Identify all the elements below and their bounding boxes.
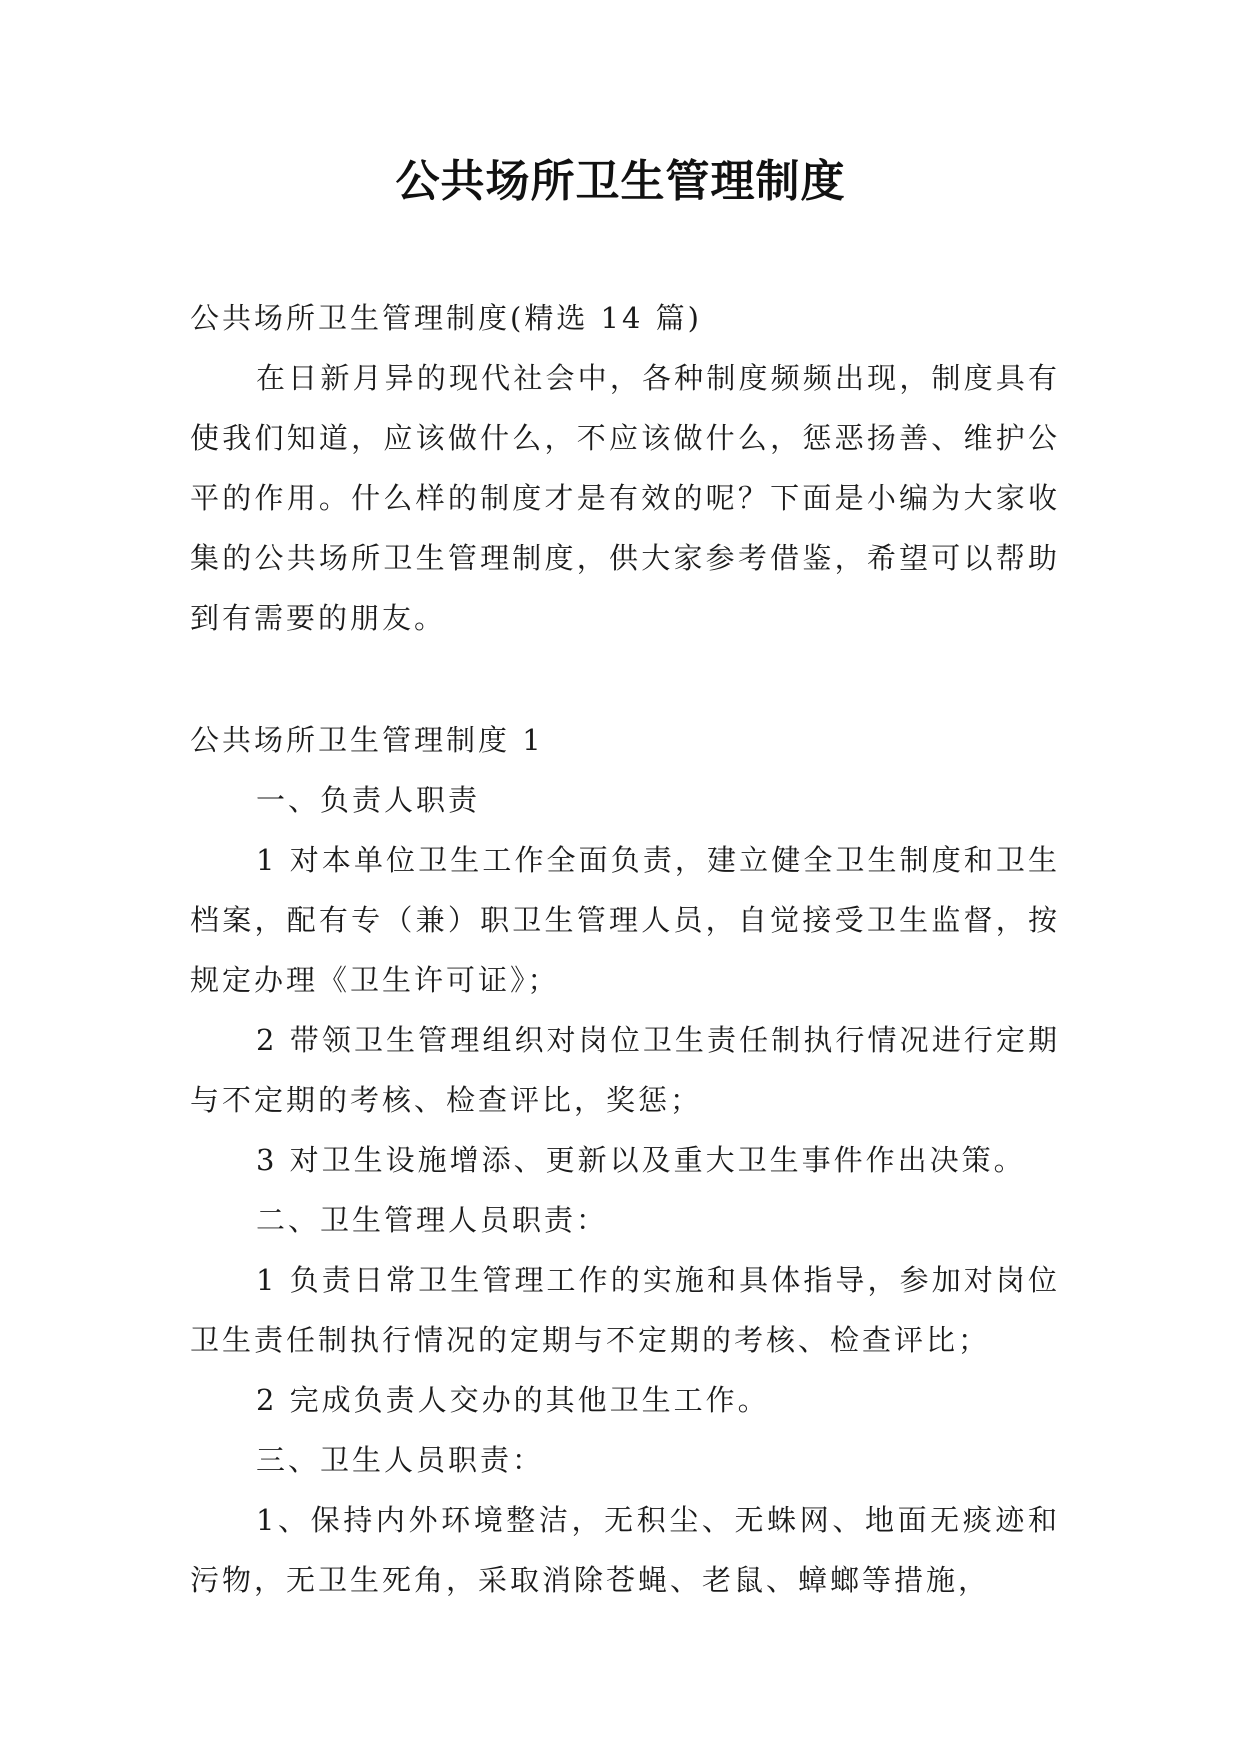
section-spacer (190, 648, 1060, 710)
document-subtitle: 公共场所卫生管理制度(精选 14 篇) (190, 301, 702, 335)
paragraph: 2 带领卫生管理组织对岗位卫生责任制执行情况进行定期与不定期的考核、检查评比，奖惩； (190, 1023, 1060, 1117)
heading-manager-duties: 二、卫生管理人员职责： (256, 1203, 609, 1237)
section-title: 公共场所卫生管理制度 1 (190, 723, 544, 757)
paragraph: 1 对本单位卫生工作全面负责，建立健全卫生制度和卫生档案，配有专（兼）职卫生管理人员，自觉接受卫生监督，按规定办理《卫生许可证》； (190, 843, 1060, 997)
paragraph: 2 完成负责人交办的其他卫生工作。 (256, 1383, 770, 1417)
heading-staff-duties: 三、卫生人员职责： (256, 1443, 545, 1477)
paragraph: 1、保持内外环境整洁，无积尘、无蛛网、地面无痰迹和污物，无卫生死角，采取消除苍蝇、老鼠、蟑螂等措施， (190, 1503, 1060, 1597)
document-title: 公共场所卫生管理制度 (395, 156, 846, 207)
paragraph: 3 对卫生设施增添、更新以及重大卫生事件作出决策。 (256, 1143, 1026, 1177)
document-body (190, 288, 1060, 1610)
paragraph: 1 负责日常卫生管理工作的实施和具体指导，参加对岗位卫生责任制执行情况的定期与不定期的考核、检查评比； (190, 1263, 1060, 1357)
intro-paragraph: 在日新月异的现代社会中，各种制度频频出现，制度具有使我们知道，应该做什么，不应该做什么，惩恶扬善、维护公平的作用。什么样的制度才是有效的呢？下面是小编为大家收集的公共场所卫生管理制度，供大家参考借鉴，希望可以帮助到有需要的朋友。 (190, 361, 1060, 635)
heading-responsible-person: 一、负责人职责 (256, 783, 481, 817)
